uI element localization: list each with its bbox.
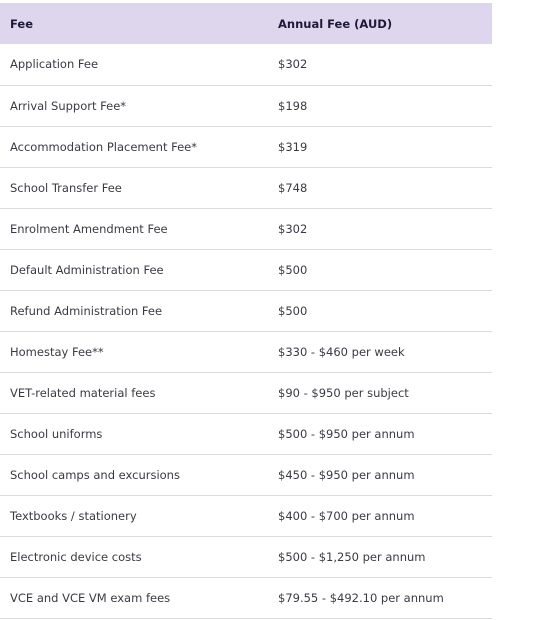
table-header-row: [0, 3, 492, 44]
fee-amount-cell: $450 - $950 per annum: [278, 467, 415, 482]
table-row: [0, 536, 492, 577]
table-row: [0, 413, 492, 454]
table-row: [0, 167, 492, 208]
table-row: [0, 372, 492, 413]
fee-name-cell: Default Administration Fee: [10, 262, 164, 277]
table-row: [0, 331, 492, 372]
table-row: [0, 577, 492, 618]
fee-name-cell: Homestay Fee**: [10, 344, 104, 359]
table-row: [0, 454, 492, 495]
fee-amount-cell: $748: [278, 180, 308, 195]
fee-name-cell: Electronic device costs: [10, 549, 142, 564]
table-row: [0, 44, 492, 85]
fee-name-cell: Arrival Support Fee*: [10, 98, 127, 113]
fee-name-cell: School camps and excursions: [10, 467, 180, 482]
fees-table: [0, 3, 492, 619]
column-header-fee: Fee: [10, 16, 33, 31]
table-row: [0, 85, 492, 126]
fee-amount-cell: $302: [278, 57, 308, 72]
fee-name-cell: Textbooks / stationery: [10, 508, 137, 523]
fee-name-cell: Refund Administration Fee: [10, 303, 163, 318]
table-row: [0, 126, 492, 167]
fee-amount-cell: $330 - $460 per week: [278, 344, 405, 359]
fee-name-cell: VET-related material fees: [10, 385, 156, 400]
fee-name-cell: Application Fee: [10, 57, 99, 72]
fee-amount-cell: $198: [278, 98, 308, 113]
fee-name-cell: School uniforms: [10, 426, 103, 441]
table-row: [0, 290, 492, 331]
fee-amount-cell: $319: [278, 139, 308, 154]
fee-amount-cell: $302: [278, 221, 308, 236]
column-header-annual-fee: Annual Fee (AUD): [278, 16, 393, 31]
fee-amount-cell: $500: [278, 303, 308, 318]
table-row: [0, 495, 492, 536]
fee-name-cell: Accommodation Placement Fee*: [10, 139, 198, 154]
fee-amount-cell: $500 - $1,250 per annum: [278, 549, 426, 564]
table-row: [0, 208, 492, 249]
fee-name-cell: VCE and VCE VM exam fees: [10, 590, 171, 605]
table-row: [0, 249, 492, 290]
fee-name-cell: Enrolment Amendment Fee: [10, 221, 168, 236]
fee-name-cell: School Transfer Fee: [10, 180, 122, 195]
fee-amount-cell: $500 - $950 per annum: [278, 426, 415, 441]
fee-amount-cell: $90 - $950 per subject: [278, 385, 409, 400]
fee-amount-cell: $79.55 - $492.10 per annum: [278, 590, 444, 605]
fee-amount-cell: $400 - $700 per annum: [278, 508, 415, 523]
fee-amount-cell: $500: [278, 262, 308, 277]
